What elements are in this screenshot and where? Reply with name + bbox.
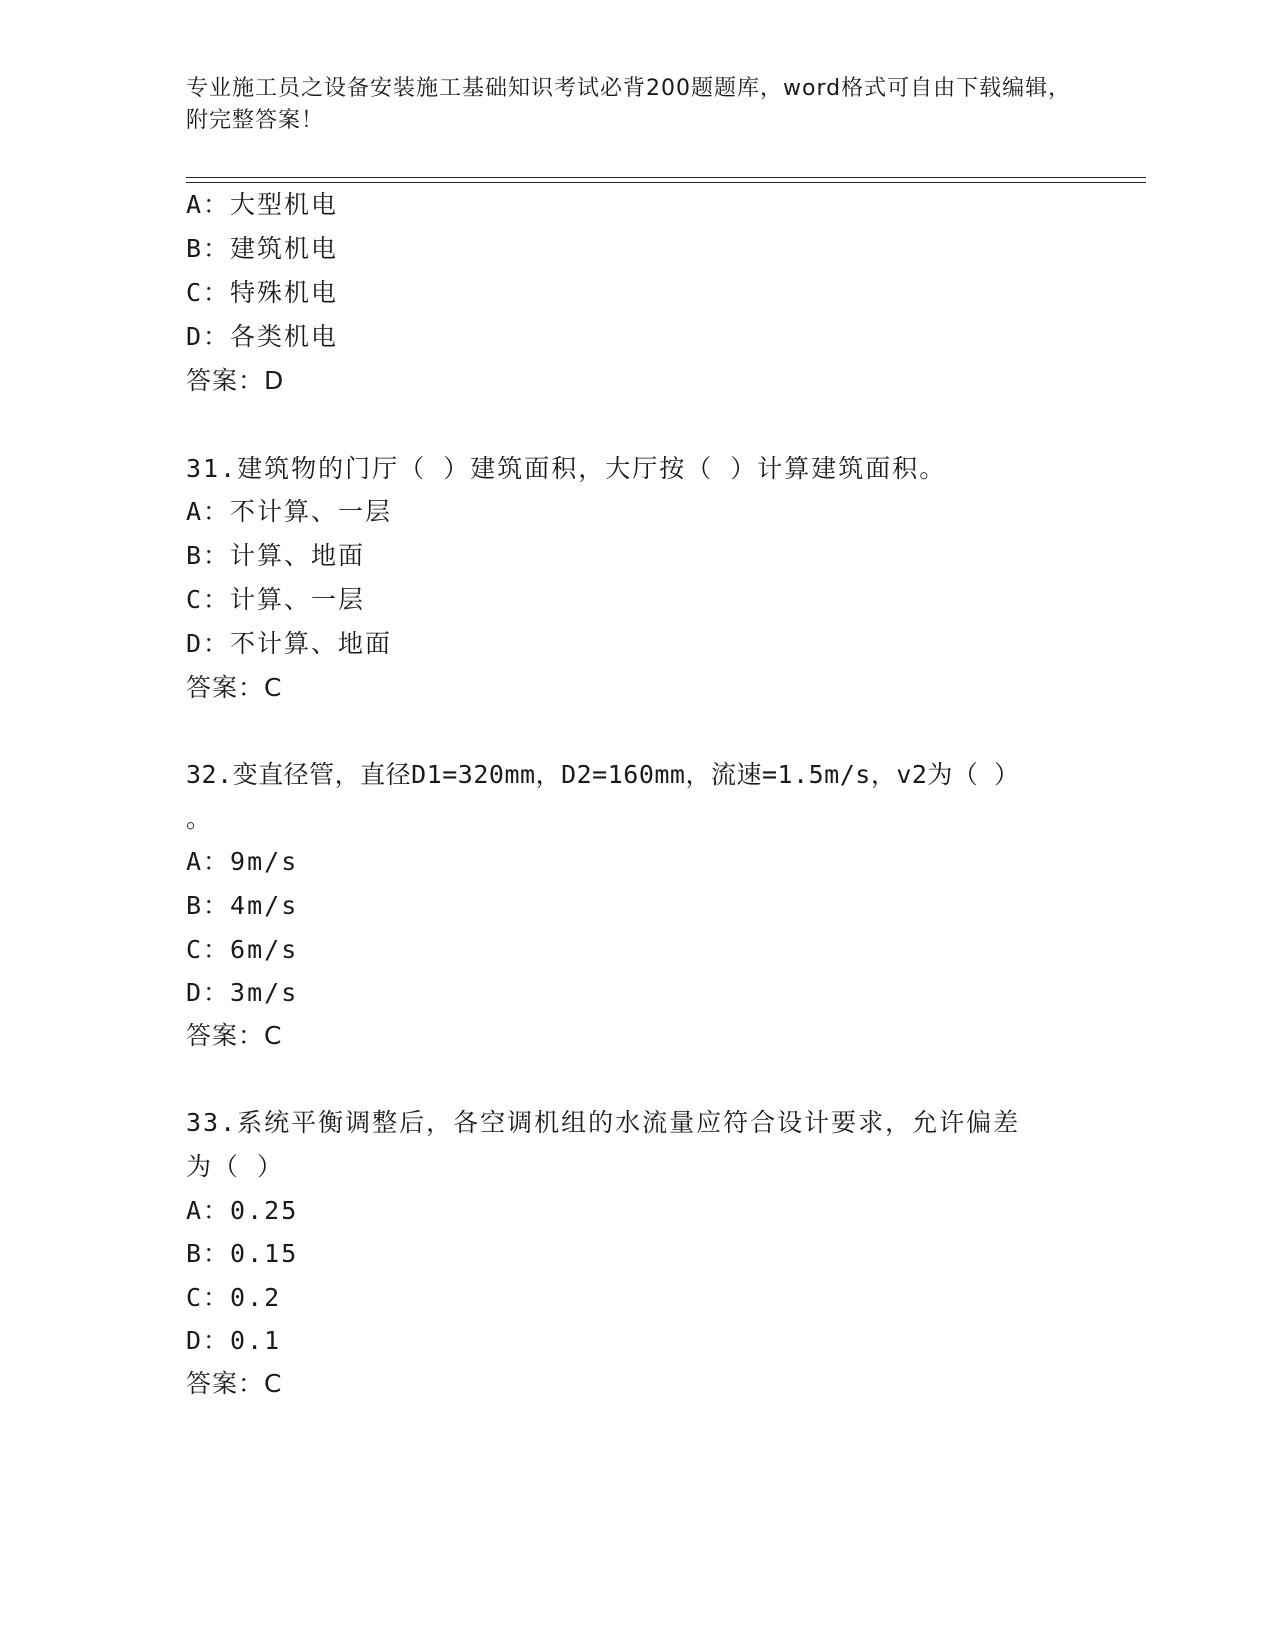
- q33-question-line1: 33.系统平衡调整后，各空调机组的水流量应符合设计要求，允许偏差: [186, 1108, 1021, 1137]
- document-header: 专业施工员之设备安装施工基础知识考试必背200题题库，word格式可自由下载编辑，附完整答案！: [186, 76, 1072, 133]
- q32-option-c: C：6m/s: [186, 935, 299, 964]
- q30-option-b: B：建筑机电: [186, 234, 339, 263]
- q32-answer: 答案：C: [186, 1021, 283, 1050]
- q33-answer: 答案：C: [186, 1369, 283, 1398]
- q30-option-c: C：特殊机电: [186, 278, 339, 307]
- q33-option-d: D：0.1: [186, 1326, 282, 1355]
- q31-option-c: C：计算、一层: [186, 585, 366, 614]
- q31-question: 31.建筑物的门厅（ ）建筑面积，大厅按（ ）计算建筑面积。: [186, 454, 947, 483]
- q31-option-a: A：不计算、一层: [186, 497, 393, 526]
- q33-option-b: B：0.15: [186, 1239, 299, 1268]
- q30-answer: 答案：D: [186, 366, 285, 395]
- q33-question-line2: 为（ ）: [186, 1152, 285, 1181]
- q31-option-d: D：不计算、地面: [186, 629, 393, 658]
- q33-option-c: C：0.2: [186, 1283, 282, 1312]
- q32-question-line2: 。: [186, 804, 214, 833]
- q32-question-line1: 32.变直径管，直径D1=320mm，D2=160mm，流速=1.5m/s，v2为（ ）: [186, 760, 1020, 789]
- header-divider-bottom: [186, 182, 1146, 183]
- q31-option-b: B：计算、地面: [186, 541, 366, 570]
- q32-option-b: B：4m/s: [186, 891, 299, 920]
- header-divider-top: [186, 177, 1146, 178]
- q32-option-d: D：3m/s: [186, 978, 299, 1007]
- q33-option-a: A：0.25: [186, 1196, 299, 1225]
- q30-option-a: A：大型机电: [186, 190, 339, 219]
- q32-option-a: A：9m/s: [186, 847, 299, 876]
- q31-answer: 答案：C: [186, 673, 283, 702]
- q30-option-d: D：各类机电: [186, 322, 339, 351]
